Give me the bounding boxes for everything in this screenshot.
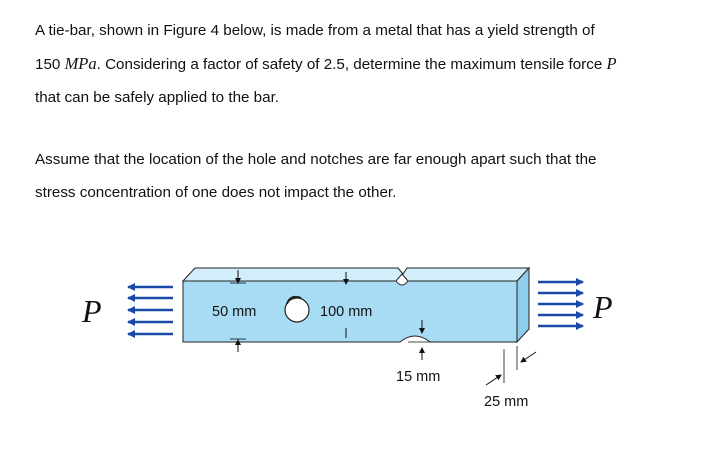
statement-line-1: A tie-bar, shown in Figure 4 below, is made from a metal that has a yield strength of [35, 22, 595, 39]
tie-bar-figure [0, 250, 715, 450]
statement-line-2-text: . Considering a factor of safety of 2.5, determine the maximum tensile force [96, 56, 607, 73]
assumption-line-2: stress concentration of one does not impact the other. [35, 184, 397, 201]
yield-value: 150 [35, 56, 65, 73]
right-load-arrows [538, 282, 583, 326]
statement-line-2 [35, 47, 685, 81]
dim-notch-label: 15 mm [396, 369, 441, 385]
load-left-label: P [82, 293, 102, 329]
statement-line-3: that can be safely applied to the bar. [35, 89, 280, 106]
unit-mpa: MPa [64, 54, 97, 73]
assumption-line-1: Assume that the location of the hole and notches are far enough apart such that the [35, 151, 597, 168]
force-variable: P [606, 54, 617, 73]
dim-thickness-label: 25 mm [484, 394, 529, 410]
problem-statement [35, 14, 685, 114]
load-right-label: P [593, 289, 613, 325]
dim-width-label: 50 mm [212, 304, 257, 320]
bar-right-face [517, 268, 529, 342]
dim-hole-label: 100 mm [320, 304, 373, 320]
bar-top-face [183, 268, 529, 281]
left-load-arrows [128, 287, 173, 334]
assumption-statement [35, 143, 685, 209]
